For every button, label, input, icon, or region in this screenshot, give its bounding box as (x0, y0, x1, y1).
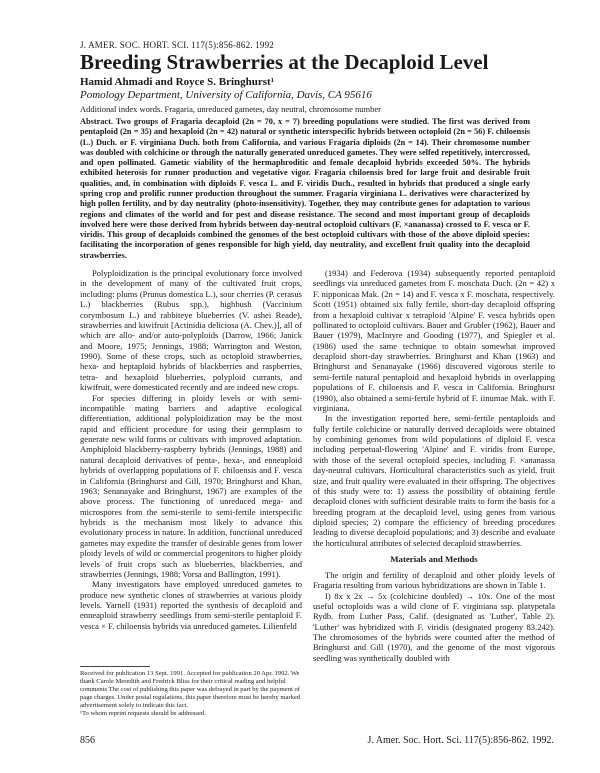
body-paragraph: The origin and fertility of decaploid and other ploidy levels of Fragaria resulting from various hybridizations are shown in Table 1. (313, 569, 555, 591)
abstract: Abstract. Two groups of Fragaria decaploid (2n = 70, x = 7) breeding populations were studied. The first was derived from pentaploid (2n = 35) and hexaploid (2n = 42) natural or synthetic interspecific hybrids between octoploid (2n = 56) F. chiloensis (L.) Duch. or F. virginiana Duch. both from California, and various Fragaria diploids (2n = 14). Their chromosome number was doubled with colchicine or through the naturally generated unreduced gametes. They were selfed repetitively, intercrossed, and open pollinated. Gametic viability of the hermaphroditic and female decaploid hybrids exceeded 50%. The hybrids exhibited heterosis for runner production and vegetative vigor. Fragaria chiloensis bred for large fruit and desirable fruit qualities, and, in combination with diploids F. vesca L. and F. viridis Duch., resulted in hybrids that produced a single early spring crop and prolific runner production throughout the summer. Fragaria virginiana L. derivatives were characterized by high pollen fertility, and by day neutrality (photo-insensitivity). Together, they may contribute genes for adaptation to various regions and climates of the world and for pest and disease resistance. The second and most important group of decaploids involved here were those derived from hybrids between day-neutral octoploid cultivars (F. ×ananassa) crossed to F. vesca or F. viridis. This group of decaploids combined the genomes of the best octoploid cultivars with those of the above diploid species: facilitating the incorporation of genes responsible for high yield, day neutrality, and excellent fruit quality into the decaploid strawberries. (80, 117, 530, 260)
right-column (313, 268, 555, 663)
footnote-received: Received for publication 13 Sept. 1991. Accepted for publication 20 Apr. 1992. We thank Carole Meredith and Fredrick Bliss for their critical reading and helpful comments The cost of publishing this paper was defrayed in part by the payment of page charges. Under postal regulations, this paper therefore must be hereby marked advertisement solely to indicate this fact. (80, 670, 301, 710)
footnotes (80, 666, 302, 718)
section-heading: Materials and Methods (390, 554, 478, 565)
body-paragraph: I) 8x x 2x → 5x (colchicine doubled) → 10x. One of the most useful octoploids was a wild clone of F. virginiana ssp. platypetala Rydb. from Luther Pass, Calif. (designated as 'Luther', Table 2). 'Luther' was hybridized with F. viridis (designated progeny 83.242). The chromosomes of the hybrids were counted after the method of Bringhurst and Gill (1970), and the genome of the most vigorous seedling was synthetically doubled with (313, 590, 555, 663)
footnote-divider (80, 666, 150, 667)
paper-title: Breeding Strawberries at the Decaploid Level (80, 50, 489, 74)
footnote-reprint: ¹To whom reprint requests should be addressed. (80, 710, 206, 718)
body-paragraph: In the investigation reported here, semi-fertile pentaploids and fully fertile colchicine or naturally derived decaploids were obtained by combining genomes from wild populations of diploid F. vesca including perpetual-flowering 'Alpine' and F. viridis from Europe, with those of the several octoploid species, including F. ×ananassa day-neutral cultivars. Horticultural characteristics such as yield, fruit size, and fruit quality were evaluated in their offspring. The objectives of this study were to: 1) assess the possibility of obtaining fertile decaploid clones with sufficient desirable traits to form the basis for a breeding program at the decaploid level, using genes from various diploid species; 2) compare the efficiency of breeding procedures leading to diverse decaploid populations; and 3) describe and evaluate the horticultural attributes of selected decaploid strawberries. (313, 413, 555, 548)
affiliation: Pomology Department, University of California, Davis, CA 95616 (80, 89, 372, 101)
index-words: Additional index words. Fragaria, unreduced gametes, day neutral, chromosome number (80, 104, 381, 114)
body-paragraph: For species differing in ploidy levels or with semi-incompatible mating barriers and adaptive ecological differentiation, additional polyploidization may be the most rapid and efficient procedure for using their germplasm to generate new wild forms or cultivars with improved adaptation. Amphiploid blackberry-raspberry hybrids (Jennings, 1988) and natural decaploid derivatives of penta-, hexa-, and enneaploid hybrids of overlapping populations of F. chiloensis and F. vesca in California (Bringhurst and Gill, 1970; Bringhurst and Khan, 1963; Senanayake and Bringhurst, 1967) are examples of the above process. The functioning of unreduced mega- and microspores from the semi-sterile to semi-fertile interspecific hybrids is the mechanism most likely to advance this evolutionary process in nature. In addition, functional unreduced gametes may expedite the transfer of desirable genes from lower ploidy levels of wild or commercial progenitors to higher ploidy levels of fruit crops such as blueberries, blackberries, and strawberries (Jennings, 1988; Vorsa and Ballington, 1991). (80, 392, 302, 579)
body-paragraph: (1934) and Federova (1934) subsequently reported pentaploid seedlings via unreduced gametes from F. moschata Duch. (2n = 42) x F. nipponicaa Mak. (2n = 14) and F. vesca x F. moschata, respectively. Scott (1951) obtained six fully fertile, short-day decaploid offspring from a hexaploid cultivar x tetraploid 'Alpine' F. vesca hybrids open pollinated to octoploid cultivars. Bauer and Grubler (1962), Bauer and Bauer (1979), MacIntyre and Gooding (1977), and Spiegler et al. (1986) used the same technique to obtain somewhat improved decaploid short-day strawberries. Bringhurst and Khan (1963) and Bringhurst and Senanayake (1966) discovered vigorous sterile to semi-fertile natural pentaploid and hexaploid hybrids in overlapping populations of F. chiloensis and F. vesca in California. Bringhurst (1990), also obtained a semi-fertile hybrid of F. iinumae Mak. with F. virginiana. (313, 268, 555, 413)
body-paragraph: Many investigators have employed unreduced gametes to produce new synthetic clones of strawberries at various ploidy levels. Yarnell (1931) reported the synthesis of decaploid and enneaploid strawberry seedlings from semi-sterile pentaploid F. vesca × F. chiloensis hybrids via unreduced gametes. Lilienfeld (80, 579, 302, 631)
left-column (80, 268, 302, 631)
page-number: 856 (80, 735, 95, 746)
journal-citation: J. AMER. SOC. HORT. SCI. 117(5):856-862. 1992 (80, 40, 274, 50)
authors: Hamid Ahmadi and Royce S. Bringhurst¹ (80, 76, 274, 88)
body-paragraph: Polyploidization is the principal evolutionary force involved in the development of many of the cultivated fruit crops, including: plums (Prunus domestica L.), sour cherries (P. cerasus L.) blackberries (Rubus spp.), highbush (Vaccinium corymbosum L.) and rabbiteye blueberries (V. ashei Reade), strawberries and kiwifruit [Actinidia deliciosa (A. Chev.)], all of which are allo- and/or auto-polyploids (Darrow, 1966; Janick and Moore, 1975; Jennings, 1988; Warrington and Weston, 1990). Some of these crops, such as octoploid strawberries, hexa- and heptaploid hybrids of blackberries and raspberries, tetra- and hexaploid blueberries, polyploid currants, and kiwifruit, were domesticated recently and are indeed new crops. (80, 268, 302, 393)
footer-journal: J. Amer. Soc. Hort. Sci. 117(5):856-862. 1992. (367, 735, 554, 746)
